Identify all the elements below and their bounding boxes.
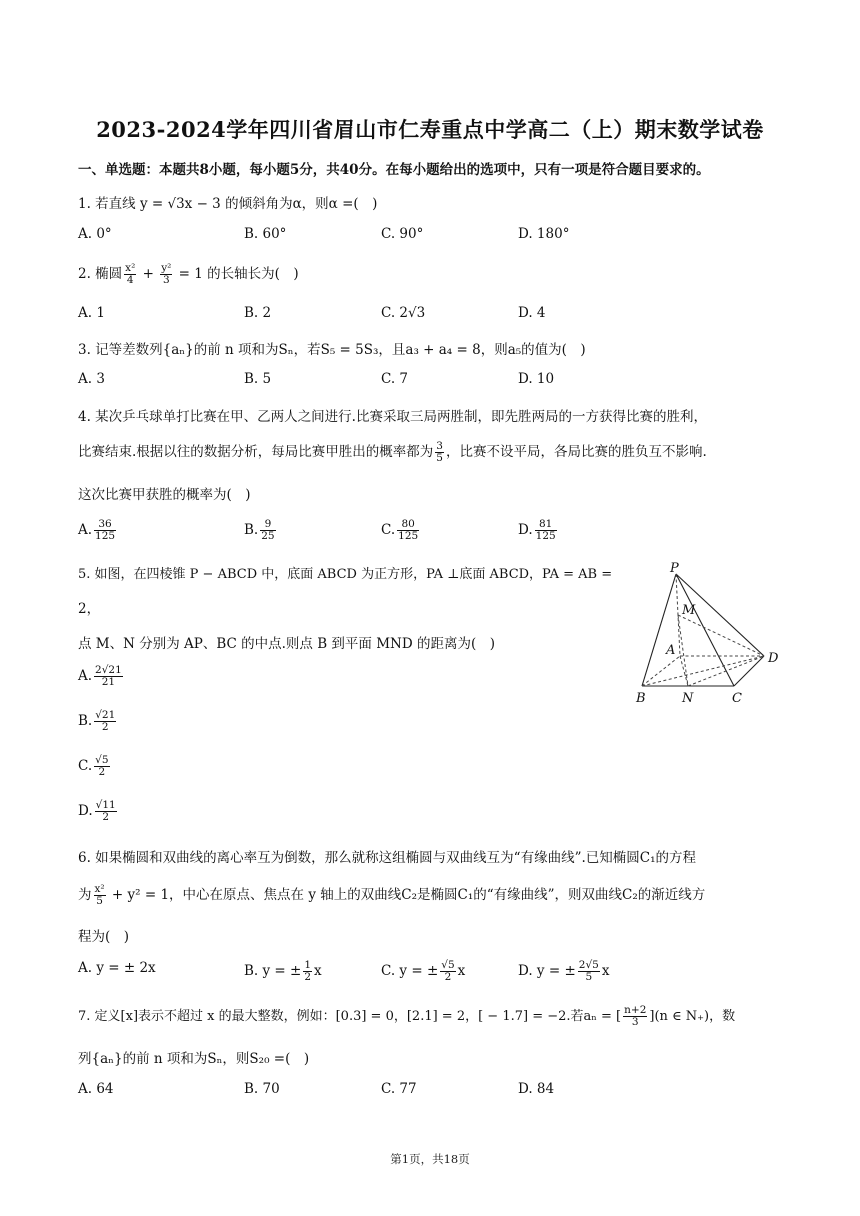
question-4-line-2: 比赛结束.根据以往的数据分析，每局比赛甲胜出的概率都为 $\frac{3}{5}$ ，比赛不设平局，各局比赛的胜负互不影响. — [78, 440, 707, 464]
option-d: D. 84 — [518, 1081, 555, 1097]
option-c: C. 77 — [381, 1081, 417, 1097]
option-d: D. 4 — [518, 305, 546, 321]
question-6-line-3: 程为( ) — [78, 929, 130, 945]
label-n: N — [682, 691, 694, 706]
option-a: A. 64 — [78, 1081, 114, 1097]
label-b: B — [636, 691, 646, 706]
option-b: B. 70 — [244, 1081, 280, 1097]
option-c: C. $\frac{√5}{2}$ — [78, 754, 109, 778]
question-4-line-3: 这次比赛甲获胜的概率为( ) — [78, 487, 251, 503]
label-d: D — [768, 651, 779, 666]
option-a: A. 3 — [78, 371, 105, 387]
question-2-options — [78, 305, 778, 325]
option-c: C. 90° — [381, 226, 424, 242]
question-5-line-2: 2， — [78, 601, 101, 617]
question-5-line-3: 点 M、N 分别为 AP、BC 的中点.则点 B 到平面 MND 的距离为( ) — [78, 636, 496, 652]
label-m: M — [682, 603, 696, 618]
option-b: B. 2 — [244, 305, 272, 321]
page-footer: 第1页，共18页 — [390, 1152, 470, 1166]
question-3-options — [78, 371, 778, 391]
option-a: A. 1 — [78, 305, 105, 321]
question-7-options — [78, 1081, 778, 1101]
question-4-options — [78, 519, 778, 549]
option-b: B. $\frac{9}{25}$ — [244, 518, 275, 542]
label-c: C — [732, 691, 742, 706]
question-6-line-2: 为 $\frac{\text{x²}}{5}$ + y² = 1，中心在原点、焦点在 y 轴上的双曲线C₂是椭圆C₁的“有缘曲线”，则双曲线C₂的渐近线方 — [78, 883, 706, 907]
option-b: B. 60° — [244, 226, 287, 242]
question-7-line-1: 7. 定义[x]表示不超过 x 的最大整数，例如：[0.3] = 0，[2.1] = 2，[ − 1.7] = −2.若aₙ = [ $\frac{n+2}{3}$ ](n ∈ N₊)，数 — [78, 1004, 736, 1028]
option-b: B. y = ± $\frac{1}{2}$ x — [244, 959, 322, 983]
option-a: A. 0° — [78, 226, 112, 242]
option-d: D. $\frac{81}{125}$ — [518, 518, 556, 542]
option-a: A. $\frac{2√21}{21}$ — [78, 664, 122, 688]
pyramid-figure — [630, 558, 790, 706]
option-c: C. 2√3 — [381, 305, 426, 321]
label-p: P — [670, 561, 679, 576]
option-d: D. y = ± $\frac{2√5}{5}$ x — [518, 959, 610, 983]
option-c: C. y = ± $\frac{√5}{2}$ x — [381, 959, 466, 983]
question-2-stem: 2. 椭圆 $\frac{\text{x²}}{4}$ + $\frac{\text{y²}}{3}$ = 1 的长轴长为( ) — [78, 262, 299, 286]
question-7-line-2: 列{aₙ}的前 n 项和为Sₙ，则S₂₀ =( ) — [78, 1051, 310, 1067]
question-4-line-1: 4. 某次乒乓球单打比赛在甲、乙两人之间进行.比赛采取三局两胜制，即先胜两局的一方获得比赛的胜利， — [78, 409, 707, 425]
option-c: C. 7 — [381, 371, 409, 387]
option-a: A. y = ± 2x — [78, 960, 156, 976]
question-6-line-1: 6. 如果椭圆和双曲线的离心率互为倒数，那么就称这组椭圆与双曲线互为“有缘曲线”.已知椭圆C₁的方程 — [78, 850, 697, 866]
page-title: 2023-2024学年四川省眉山市仁寿重点中学高二（上）期末数学试卷 — [96, 117, 764, 142]
question-6-options — [78, 960, 778, 990]
question-3-stem: 3. 记等差数列{aₙ}的前 n 项和为Sₙ，若S₅ = 5S₃，且a₃ + a₄ = 8，则a₅的值为( ) — [78, 342, 586, 358]
option-d: D. 10 — [518, 371, 555, 387]
option-b: B. $\frac{√21}{2}$ — [78, 709, 116, 733]
option-d: D. $\frac{√11}{2}$ — [78, 799, 116, 823]
question-5-line-1: 5. 如图，在四棱锥 P − ABCD 中，底面 ABCD 为正方形，PA ⊥底面 ABCD，PA = AB = — [78, 567, 613, 582]
question-1-stem: 1. 若直线 y = √3x − 3 的倾斜角为α，则α =( ) — [78, 196, 378, 212]
section-heading: 一、单选题：本题共8小题，每小题5分，共40分。在每小题给出的选项中，只有一项是符合题目要求的。 — [78, 162, 710, 178]
question-1-options — [78, 226, 778, 246]
option-c: C. $\frac{80}{125}$ — [381, 518, 419, 542]
option-d: D. 180° — [518, 226, 570, 242]
option-b: B. 5 — [244, 371, 272, 387]
option-a: A. $\frac{36}{125}$ — [78, 518, 116, 542]
label-a: A — [666, 643, 676, 658]
